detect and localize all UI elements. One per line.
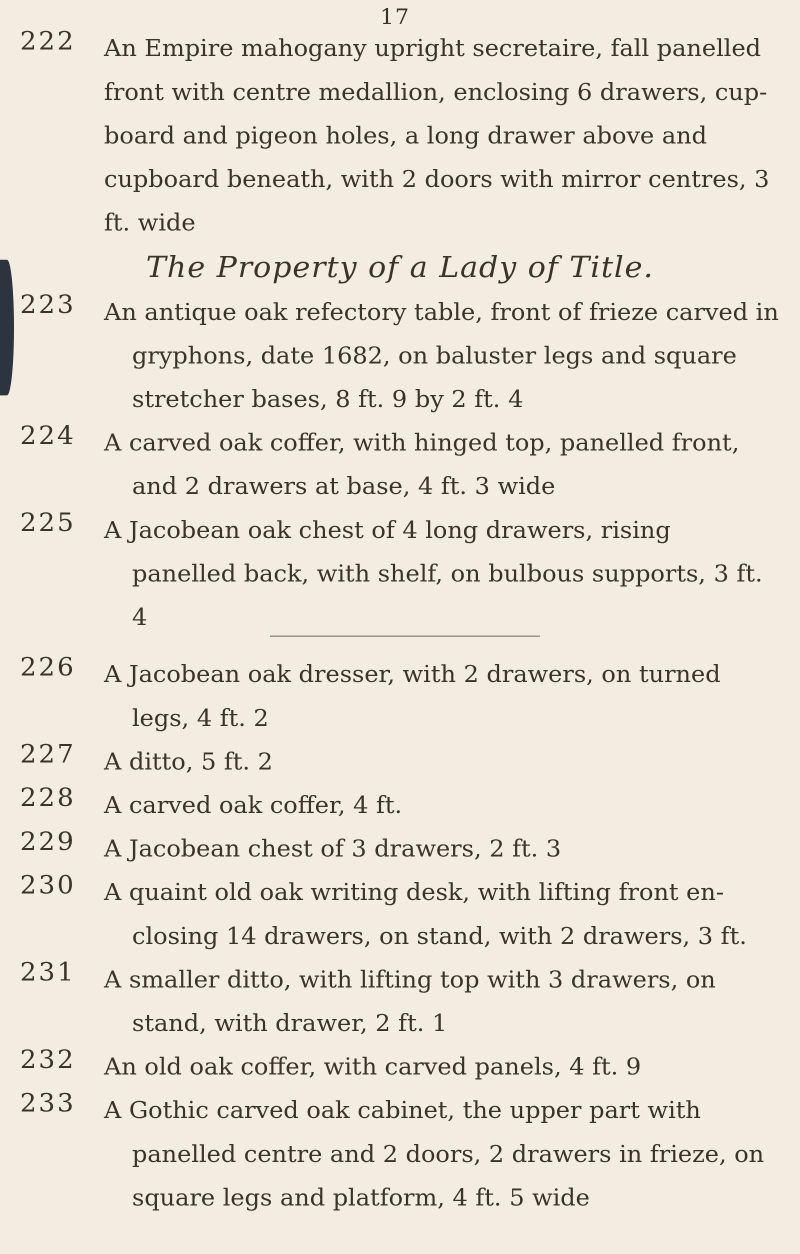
- lot-number: 229: [20, 827, 76, 857]
- section-heading: The Property of a Lady of Title.: [146, 250, 654, 285]
- lot-description: An old oak coffer, with carved panels, 4 ft. 9: [104, 1053, 642, 1081]
- lot-description: A Jacobean oak dresser, with 2 drawers, on turned legs, 4 ft. 2: [104, 660, 721, 732]
- lot-description: An Empire mahogany upright secretaire, fall panelled front with centre medallion, enclosing 6 drawers, cup-board and pigeon holes, a long drawer above and cupboard beneath, with 2 doors with mirror centres, 3 ft. wide: [104, 34, 770, 237]
- lot-description: A quaint old oak writing desk, with lifting front en-closing 14 drawers, on stand, with 2 drawers, 3 ft.: [104, 878, 747, 950]
- lot-description: A carved oak coffer, 4 ft.: [104, 791, 403, 819]
- lot-description: A ditto, 5 ft. 2: [104, 748, 273, 776]
- lot-number: 230: [20, 871, 76, 901]
- lot-description: A Jacobean oak chest of 4 long drawers, rising panelled back, with shelf, on bulbous supports, 3 ft. 4: [104, 516, 763, 631]
- lot-description: A Jacobean chest of 3 drawers, 2 ft. 3: [104, 835, 562, 863]
- lot-number: 231: [20, 958, 76, 988]
- lot-number: 228: [20, 783, 76, 813]
- lot-number: 227: [20, 740, 76, 770]
- lot-number: 233: [20, 1089, 76, 1119]
- lot-number: 223: [20, 290, 76, 320]
- lot-description: A Gothic carved oak cabinet, the upper part with panelled centre and 2 doors, 2 drawers in frieze, on square legs and platform, 4 ft. 5 wide: [104, 1096, 765, 1212]
- lot-number: 222: [20, 27, 76, 57]
- lot-description: A smaller ditto, with lifting top with 3 drawers, on stand, with drawer, 2 ft. 1: [104, 966, 716, 1037]
- lot-number: 224: [20, 421, 76, 451]
- page-number: 17: [380, 5, 410, 31]
- lot-description: An antique oak refectory table, front of frieze carved in gryphons, date 1682, on baluster legs and square stretcher bases, 8 ft. 9 by 2 ft. 4: [104, 298, 779, 413]
- divider-rule: [270, 636, 540, 637]
- lot-description: A carved oak coffer, with hinged top, panelled front, and 2 drawers at base, 4 ft. 3 wide: [104, 429, 740, 501]
- lot-number: 232: [20, 1045, 76, 1075]
- lot-number: 226: [20, 653, 76, 683]
- lot-number: 225: [20, 508, 76, 538]
